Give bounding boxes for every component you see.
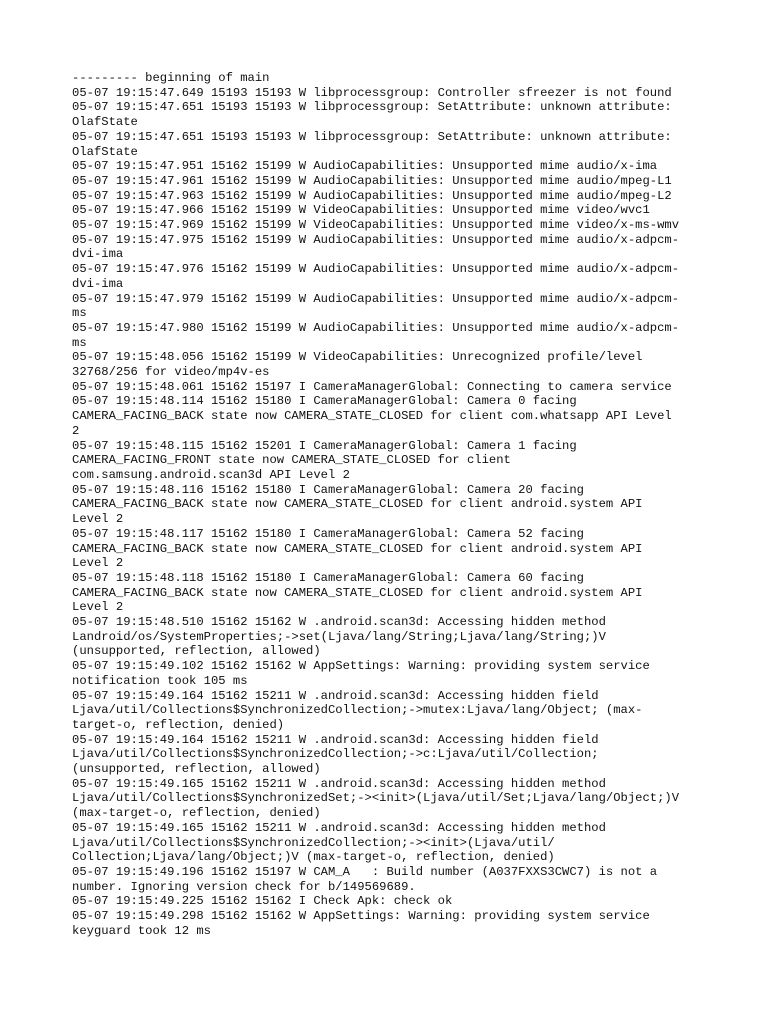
log-line: 05-07 19:15:49.164 15162 15211 W .android.scan3d: Accessing hidden field <box>72 688 599 703</box>
log-line: number. Ignoring version check for b/149569689. <box>72 879 416 894</box>
log-line: 05-07 19:15:47.966 15162 15199 W VideoCapabilities: Unsupported mime video/wvc1 <box>72 203 650 218</box>
log-line: 05-07 19:15:47.651 15193 15193 W libprocessgroup: SetAttribute: unknown attribute: <box>72 129 672 144</box>
log-line: CAMERA_FACING_BACK state now CAMERA_STATE_CLOSED for client android.system API <box>72 497 643 512</box>
log-line: 05-07 19:15:47.969 15162 15199 W VideoCapabilities: Unsupported mime video/x-ms-wmv <box>72 218 680 233</box>
log-line: dvi-ima <box>72 276 124 291</box>
log-line: 05-07 19:15:48.115 15162 15201 I CameraManagerGlobal: Camera 1 facing <box>72 438 577 453</box>
log-line: 05-07 19:15:49.164 15162 15211 W .android.scan3d: Accessing hidden field <box>72 732 599 747</box>
log-line: notification took 105 ms <box>72 673 248 688</box>
log-line: 32768/256 for video/mp4v-es <box>72 365 270 380</box>
log-line: Ljava/util/Collections$SynchronizedCollection;->c:Ljava/util/Collection; <box>72 747 599 762</box>
log-line: OlafState <box>72 144 138 159</box>
log-line: 05-07 19:15:47.651 15193 15193 W libprocessgroup: SetAttribute: unknown attribute: <box>72 100 672 115</box>
log-line: CAMERA_FACING_FRONT state now CAMERA_STATE_CLOSED for client <box>72 453 511 468</box>
log-line: target-o, reflection, denied) <box>72 717 285 732</box>
log-line: Level 2 <box>72 600 124 615</box>
log-line: 05-07 19:15:48.116 15162 15180 I CameraManagerGlobal: Camera 20 facing <box>72 482 584 497</box>
log-line: 05-07 19:15:49.165 15162 15211 W .android.scan3d: Accessing hidden method <box>72 776 606 791</box>
log-line: 05-07 19:15:48.118 15162 15180 I CameraManagerGlobal: Camera 60 facing <box>72 570 584 585</box>
log-line: com.samsung.android.scan3d API Level 2 <box>72 467 350 482</box>
log-line: Ljava/util/Collections$SynchronizedCollection;->mutex:Ljava/lang/Object; (max- <box>72 703 643 718</box>
log-line: OlafState <box>72 115 138 130</box>
log-line: --------- beginning of main <box>72 71 270 85</box>
log-line: 05-07 19:15:49.225 15162 15162 I Check Apk: check ok <box>72 894 453 909</box>
log-line: keyguard took 12 ms <box>72 923 211 938</box>
log-line: 05-07 19:15:47.961 15162 15199 W AudioCapabilities: Unsupported mime audio/mpeg-L1 <box>72 173 672 188</box>
log-line: 05-07 19:15:49.102 15162 15162 W AppSettings: Warning: providing system service <box>72 659 650 674</box>
log-line: 05-07 19:15:49.298 15162 15162 W AppSettings: Warning: providing system service <box>72 909 650 924</box>
log-line: 05-07 19:15:48.061 15162 15197 I CameraManagerGlobal: Connecting to camera service <box>72 379 672 394</box>
log-line: 05-07 19:15:47.979 15162 15199 W AudioCapabilities: Unsupported mime audio/x-adpcm- <box>72 291 680 306</box>
log-line: 05-07 19:15:48.117 15162 15180 I CameraManagerGlobal: Camera 52 facing <box>72 526 584 541</box>
log-line: dvi-ima <box>72 247 124 262</box>
log-line: Level 2 <box>72 512 124 527</box>
log-line: Level 2 <box>72 556 124 571</box>
log-line: CAMERA_FACING_BACK state now CAMERA_STATE_CLOSED for client android.system API <box>72 541 643 556</box>
log-line: 05-07 19:15:48.056 15162 15199 W VideoCapabilities: Unrecognized profile/level <box>72 350 643 365</box>
log-line: 05-07 19:15:49.196 15162 15197 W CAM_A : Build number (A037FXXS3CWC7) is not a <box>72 864 658 879</box>
log-line: 05-07 19:15:47.963 15162 15199 W AudioCapabilities: Unsupported mime audio/mpeg-L2 <box>72 188 672 203</box>
log-line: 05-07 19:15:49.165 15162 15211 W .android.scan3d: Accessing hidden method <box>72 820 606 835</box>
log-line: CAMERA_FACING_BACK state now CAMERA_STATE_CLOSED for client com.whatsapp API Level <box>72 409 672 424</box>
log-line: 2 <box>72 423 80 438</box>
log-line: ms <box>72 306 87 321</box>
log-line: Ljava/util/Collections$SynchronizedSet;-><init>(Ljava/util/Set;Ljava/lang/Object;)V <box>72 791 680 806</box>
log-line: ms <box>72 335 87 350</box>
log-line: 05-07 19:15:47.976 15162 15199 W AudioCapabilities: Unsupported mime audio/x-adpcm- <box>72 262 680 277</box>
log-line: Landroid/os/SystemProperties;->set(Ljava/lang/String;Ljava/lang/String;)V <box>72 629 606 644</box>
log-line: (max-target-o, reflection, denied) <box>72 806 321 821</box>
log-line: 05-07 19:15:48.510 15162 15162 W .android.scan3d: Accessing hidden method <box>72 615 606 630</box>
log-line: (unsupported, reflection, allowed) <box>72 762 321 777</box>
log-line: Collection;Ljava/lang/Object;)V (max-target-o, reflection, denied) <box>72 850 555 865</box>
log-line: Ljava/util/Collections$SynchronizedCollection;-><init>(Ljava/util/ <box>72 835 555 850</box>
log-line: (unsupported, reflection, allowed) <box>72 644 321 659</box>
log-line: 05-07 19:15:48.114 15162 15180 I CameraManagerGlobal: Camera 0 facing <box>72 394 577 409</box>
log-line: 05-07 19:15:47.980 15162 15199 W AudioCapabilities: Unsupported mime audio/x-adpcm- <box>72 320 680 335</box>
log-line: CAMERA_FACING_BACK state now CAMERA_STATE_CLOSED for client android.system API <box>72 585 643 600</box>
log-line: 05-07 19:15:47.649 15193 15193 W libprocessgroup: Controller sfreezer is not found <box>72 85 672 100</box>
log-line: 05-07 19:15:47.951 15162 15199 W AudioCapabilities: Unsupported mime audio/x-ima <box>72 159 658 174</box>
log-text <box>72 71 712 938</box>
log-line: 05-07 19:15:47.975 15162 15199 W AudioCapabilities: Unsupported mime audio/x-adpcm- <box>72 232 680 247</box>
